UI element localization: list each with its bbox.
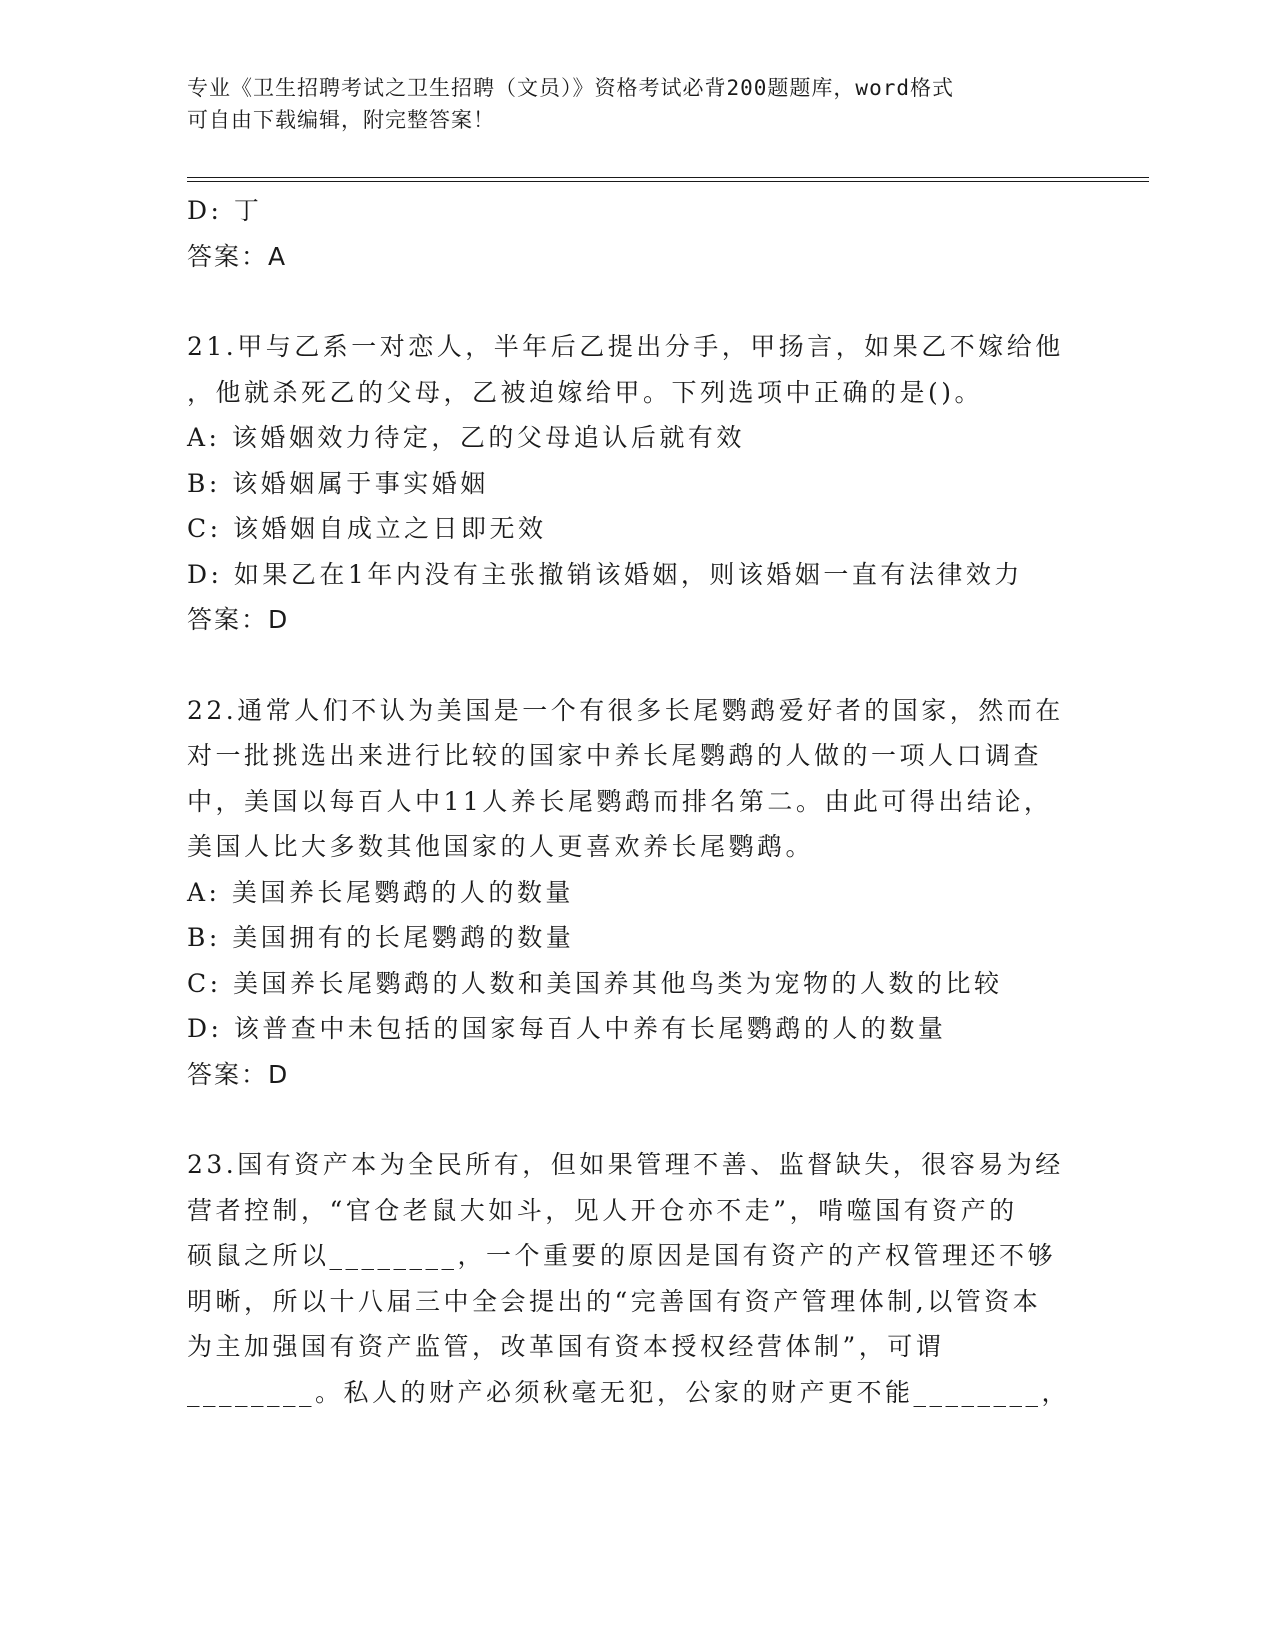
header-rule-bottom: [187, 181, 1149, 182]
option-a: A: 美国养长尾鹦鹉的人的数量: [187, 877, 574, 907]
question-22: [187, 688, 1087, 1098]
option-d: D: 如果乙在1年内没有主张撤销该婚姻，则该婚姻一直有法律效力: [187, 559, 1023, 589]
header-line: 专业《卫生招聘考试之卫生招聘（文员）》资格考试必背200题题库，word格式: [187, 76, 954, 100]
option-d: D: 该普查中未包括的国家每百人中养有长尾鹦鹉的人的数量: [187, 1014, 947, 1043]
question-stem-line: ________。私人的财产必须秋毫无犯，公家的财产更不能________，: [187, 1377, 1071, 1407]
question-21: [187, 324, 1087, 643]
question-stem-line: ，他就杀死乙的父母，乙被迫嫁给甲。下列选项中正确的是()。: [187, 377, 984, 407]
spacer: [187, 1097, 1087, 1142]
question-23: [187, 1142, 1087, 1415]
document-body: [187, 188, 1087, 1415]
question-stem-line: 中，美国以每百人中11人养长尾鹦鹉而排名第二。由此可得出结论，: [187, 786, 1053, 816]
question-stem-line: 硕鼠之所以________，一个重要的原因是国有资产的产权管理还不够: [187, 1241, 1057, 1270]
question-stem-line: 22.通常人们不认为美国是一个有很多长尾鹦鹉爱好者的国家，然而在: [187, 695, 1064, 725]
question-stem-line: 21.甲与乙系一对恋人，半年后乙提出分手，甲扬言，如果乙不嫁给他: [187, 332, 1064, 361]
question-stem-line: 营者控制，“官仓老鼠大如斗，见人开仓亦不走”，啃噬国有资产的: [187, 1195, 1018, 1225]
option-a: A: 该婚姻效力待定，乙的父母追认后就有效: [187, 423, 745, 452]
header-line: 可自由下载编辑，附完整答案！: [187, 108, 495, 132]
question-stem-line: 为主加强国有资产监管，改革国有资本授权经营体制”，可谓: [187, 1332, 945, 1361]
header-rule-top: [187, 177, 1149, 178]
question-stem-line: 对一批挑选出来进行比较的国家中养长尾鹦鹉的人做的一项人口调查: [187, 741, 1043, 770]
document-header: [187, 72, 1087, 136]
option-c: C: 美国养长尾鹦鹉的人数和美国养其他鸟类为宠物的人数的比较: [187, 968, 1003, 998]
answer-text: 答案：A: [187, 241, 288, 271]
answer-text: 答案：D: [187, 1059, 290, 1089]
option-d: D: 丁: [187, 196, 263, 225]
option-c: C: 该婚姻自成立之日即无效: [187, 514, 547, 543]
question-stem-line: 美国人比大多数其他国家的人更喜欢养长尾鹦鹉。: [187, 832, 815, 861]
spacer: [187, 279, 1087, 324]
question-stem-line: 23.国有资产本为全民所有，但如果管理不善、监督缺失，很容易为经: [187, 1150, 1064, 1179]
option-b: B: 美国拥有的长尾鹦鹉的数量: [187, 923, 575, 952]
answer-text: 答案：D: [187, 605, 290, 634]
question-stem-line: 明晰，所以十八届三中全会提出的“完善国有资产管理体制,以管资本: [187, 1286, 1042, 1316]
spacer: [187, 643, 1087, 688]
option-b: B: 该婚姻属于事实婚姻: [187, 468, 489, 498]
